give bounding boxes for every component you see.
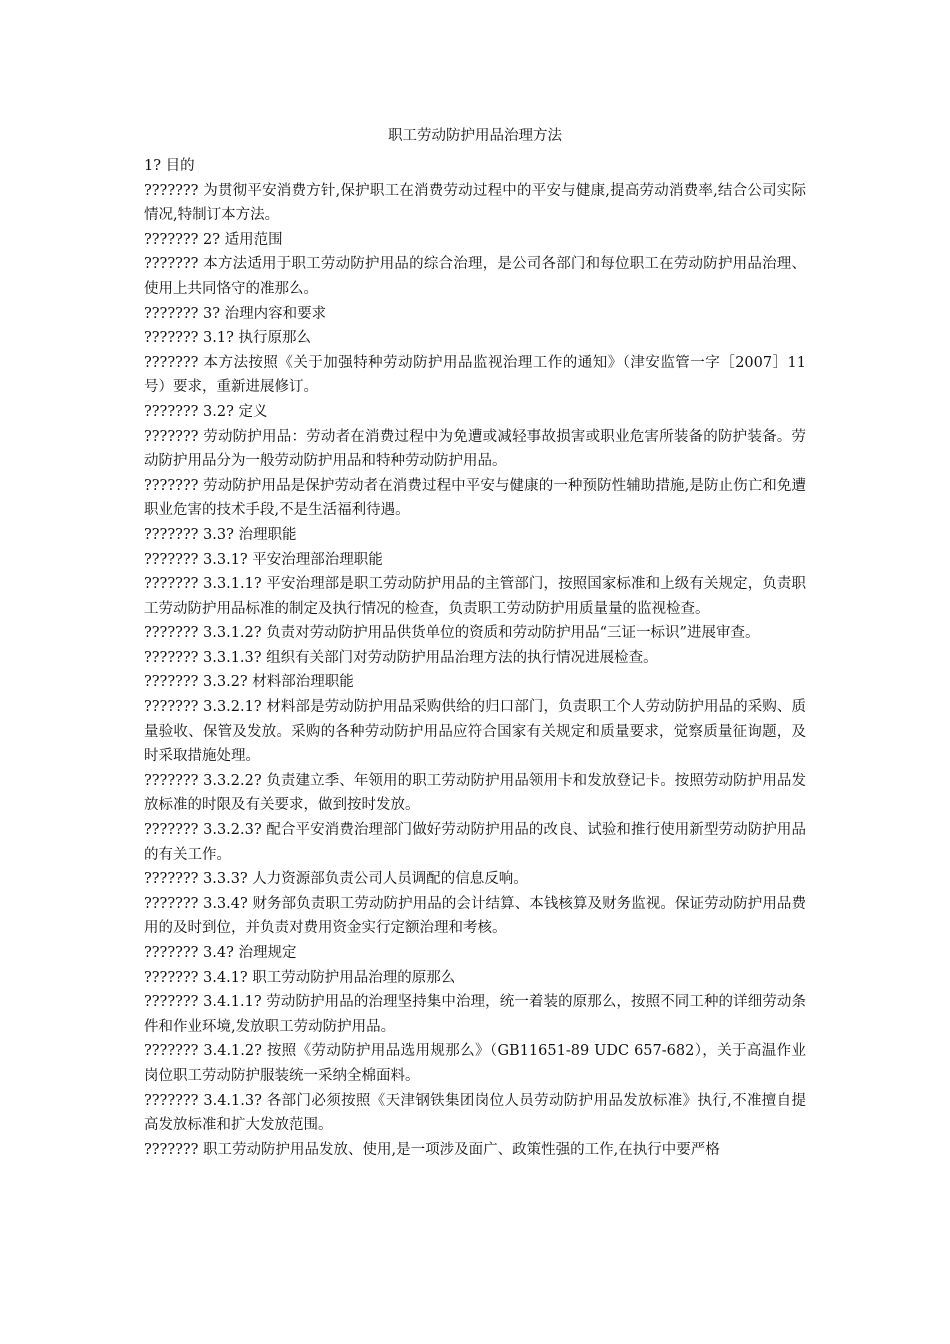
paragraph: ??????? 3.3.1? 平安治理部治理职能 bbox=[144, 551, 383, 568]
paragraph: ??????? 3.3.2.2? 负责建立季、年领用的职工劳动防护用品领用卡和发放登记卡。按照劳动防护用品发放标准的时限及有关要求，做到按时发放。 bbox=[144, 772, 806, 814]
paragraph: ??????? 2? 适用范围 bbox=[144, 231, 283, 248]
paragraph: ??????? 3? 治理内容和要求 bbox=[144, 305, 327, 322]
paragraph: ??????? 3.3.4? 财务部负责职工劳动防护用品的会计结算、本钱核算及财务监视。保证劳动防护用品费用的及时到位，并负责对费用资金实行定额治理和考核。 bbox=[144, 895, 806, 937]
paragraph: ??????? 为贯彻平安消费方针,保护职工在消费劳动过程中的平安与健康,提高劳动消费率,结合公司实际情况,特制订本方法。 bbox=[144, 182, 806, 224]
paragraph: 1? 目的 bbox=[144, 158, 195, 174]
paragraph: ??????? 3.2? 定义 bbox=[144, 403, 268, 420]
document-page bbox=[144, 118, 806, 1162]
paragraph: ??????? 劳动防护用品：劳动者在消费过程中为免遭或减轻事故损害或职业危害所装备的防护装备。劳动防护用品分为一般劳动防护用品和特种劳动防护用品。 bbox=[144, 428, 806, 470]
paragraph: ??????? 3.4? 治理规定 bbox=[144, 945, 297, 961]
paragraph: ??????? 3.3.2.1? 材料部是劳动防护用品采购供给的归口部门，负责职工个人劳动防护用品的采购、质量验收、保管及发放。采购的各种劳动防护用品应符合国家有关规定和质量要求，觉察质量征询题，及时采取措施处理。 bbox=[144, 699, 806, 765]
paragraph: ??????? 3.3.2.3? 配合平安消费治理部门做好劳动防护用品的改良、试验和推行使用新型劳动防护用品的有关工作。 bbox=[144, 822, 806, 863]
paragraph: ??????? 3.3.2? 材料部治理职能 bbox=[144, 674, 354, 691]
paragraph: ??????? 3.1? 执行原那么 bbox=[144, 330, 311, 347]
paragraph: ??????? 3.3.1.1? 平安治理部是职工劳动防护用品的主管部门，按照国家标准和上级有关规定，负责职工劳动防护用品标准的制定及执行情况的检查，负责职工劳动防护用质量量的监视检查。 bbox=[144, 576, 806, 617]
paragraph: ??????? 3.3.1.3? 组织有关部门对劳动防护用品治理方法的执行情况进展检查。 bbox=[144, 649, 658, 666]
paragraph: ??????? 3.3.3? 人力资源部负责公司人员调配的信息反响。 bbox=[144, 871, 528, 888]
document-title: 职工劳动防护用品治理方法 bbox=[388, 128, 562, 144]
paragraph: ??????? 3.4.1.2? 按照《劳动防护用品选用规那么》（GB11651-89 UDC 657-682），关于高温作业岗位职工劳动防护服装统一采纳全棉面料。 bbox=[144, 1043, 806, 1084]
document-body bbox=[144, 154, 806, 1162]
paragraph: ??????? 职工劳动防护用品发放、使用,是一项涉及面广、政策性强的工作,在执行中要严格 bbox=[144, 1141, 720, 1158]
paragraph: ??????? 3.3.1.2? 负责对劳动防护用品供货单位的资质和劳动防护用品“三证一标识”进展审查。 bbox=[144, 625, 760, 642]
paragraph: ??????? 劳动防护用品是保护劳动者在消费过程中平安与健康的一种预防性辅助措施,是防止伤亡和免遭职业危害的技术手段,不是生活福利待遇。 bbox=[144, 477, 806, 519]
paragraph: ??????? 3.4.1.3? 各部门必须按照《天津钢铁集团岗位人员劳动防护用品发放标准》执行,不准擅自提高发放标准和扩大发放范围。 bbox=[144, 1092, 806, 1134]
paragraph: ??????? 本方法按照《关于加强特种劳动防护用品监视治理工作的通知》（津安监管一字［2007］11号）要求，重新进展修订。 bbox=[144, 354, 806, 396]
paragraph: ??????? 3.4.1.1? 劳动防护用品的治理坚持集中治理，统一着装的原那么，按照不同工种的详细劳动条件和作业环境,发放职工劳动防护用品。 bbox=[144, 994, 806, 1035]
paragraph: ??????? 3.4.1? 职工劳动防护用品治理的原那么 bbox=[144, 969, 456, 986]
paragraph: ??????? 3.3? 治理职能 bbox=[144, 526, 297, 543]
paragraph: ??????? 本方法适用于职工劳动防护用品的综合治理，是公司各部门和每位职工在劳动防护用品治理、使用上共同恪守的准那么。 bbox=[144, 256, 806, 297]
